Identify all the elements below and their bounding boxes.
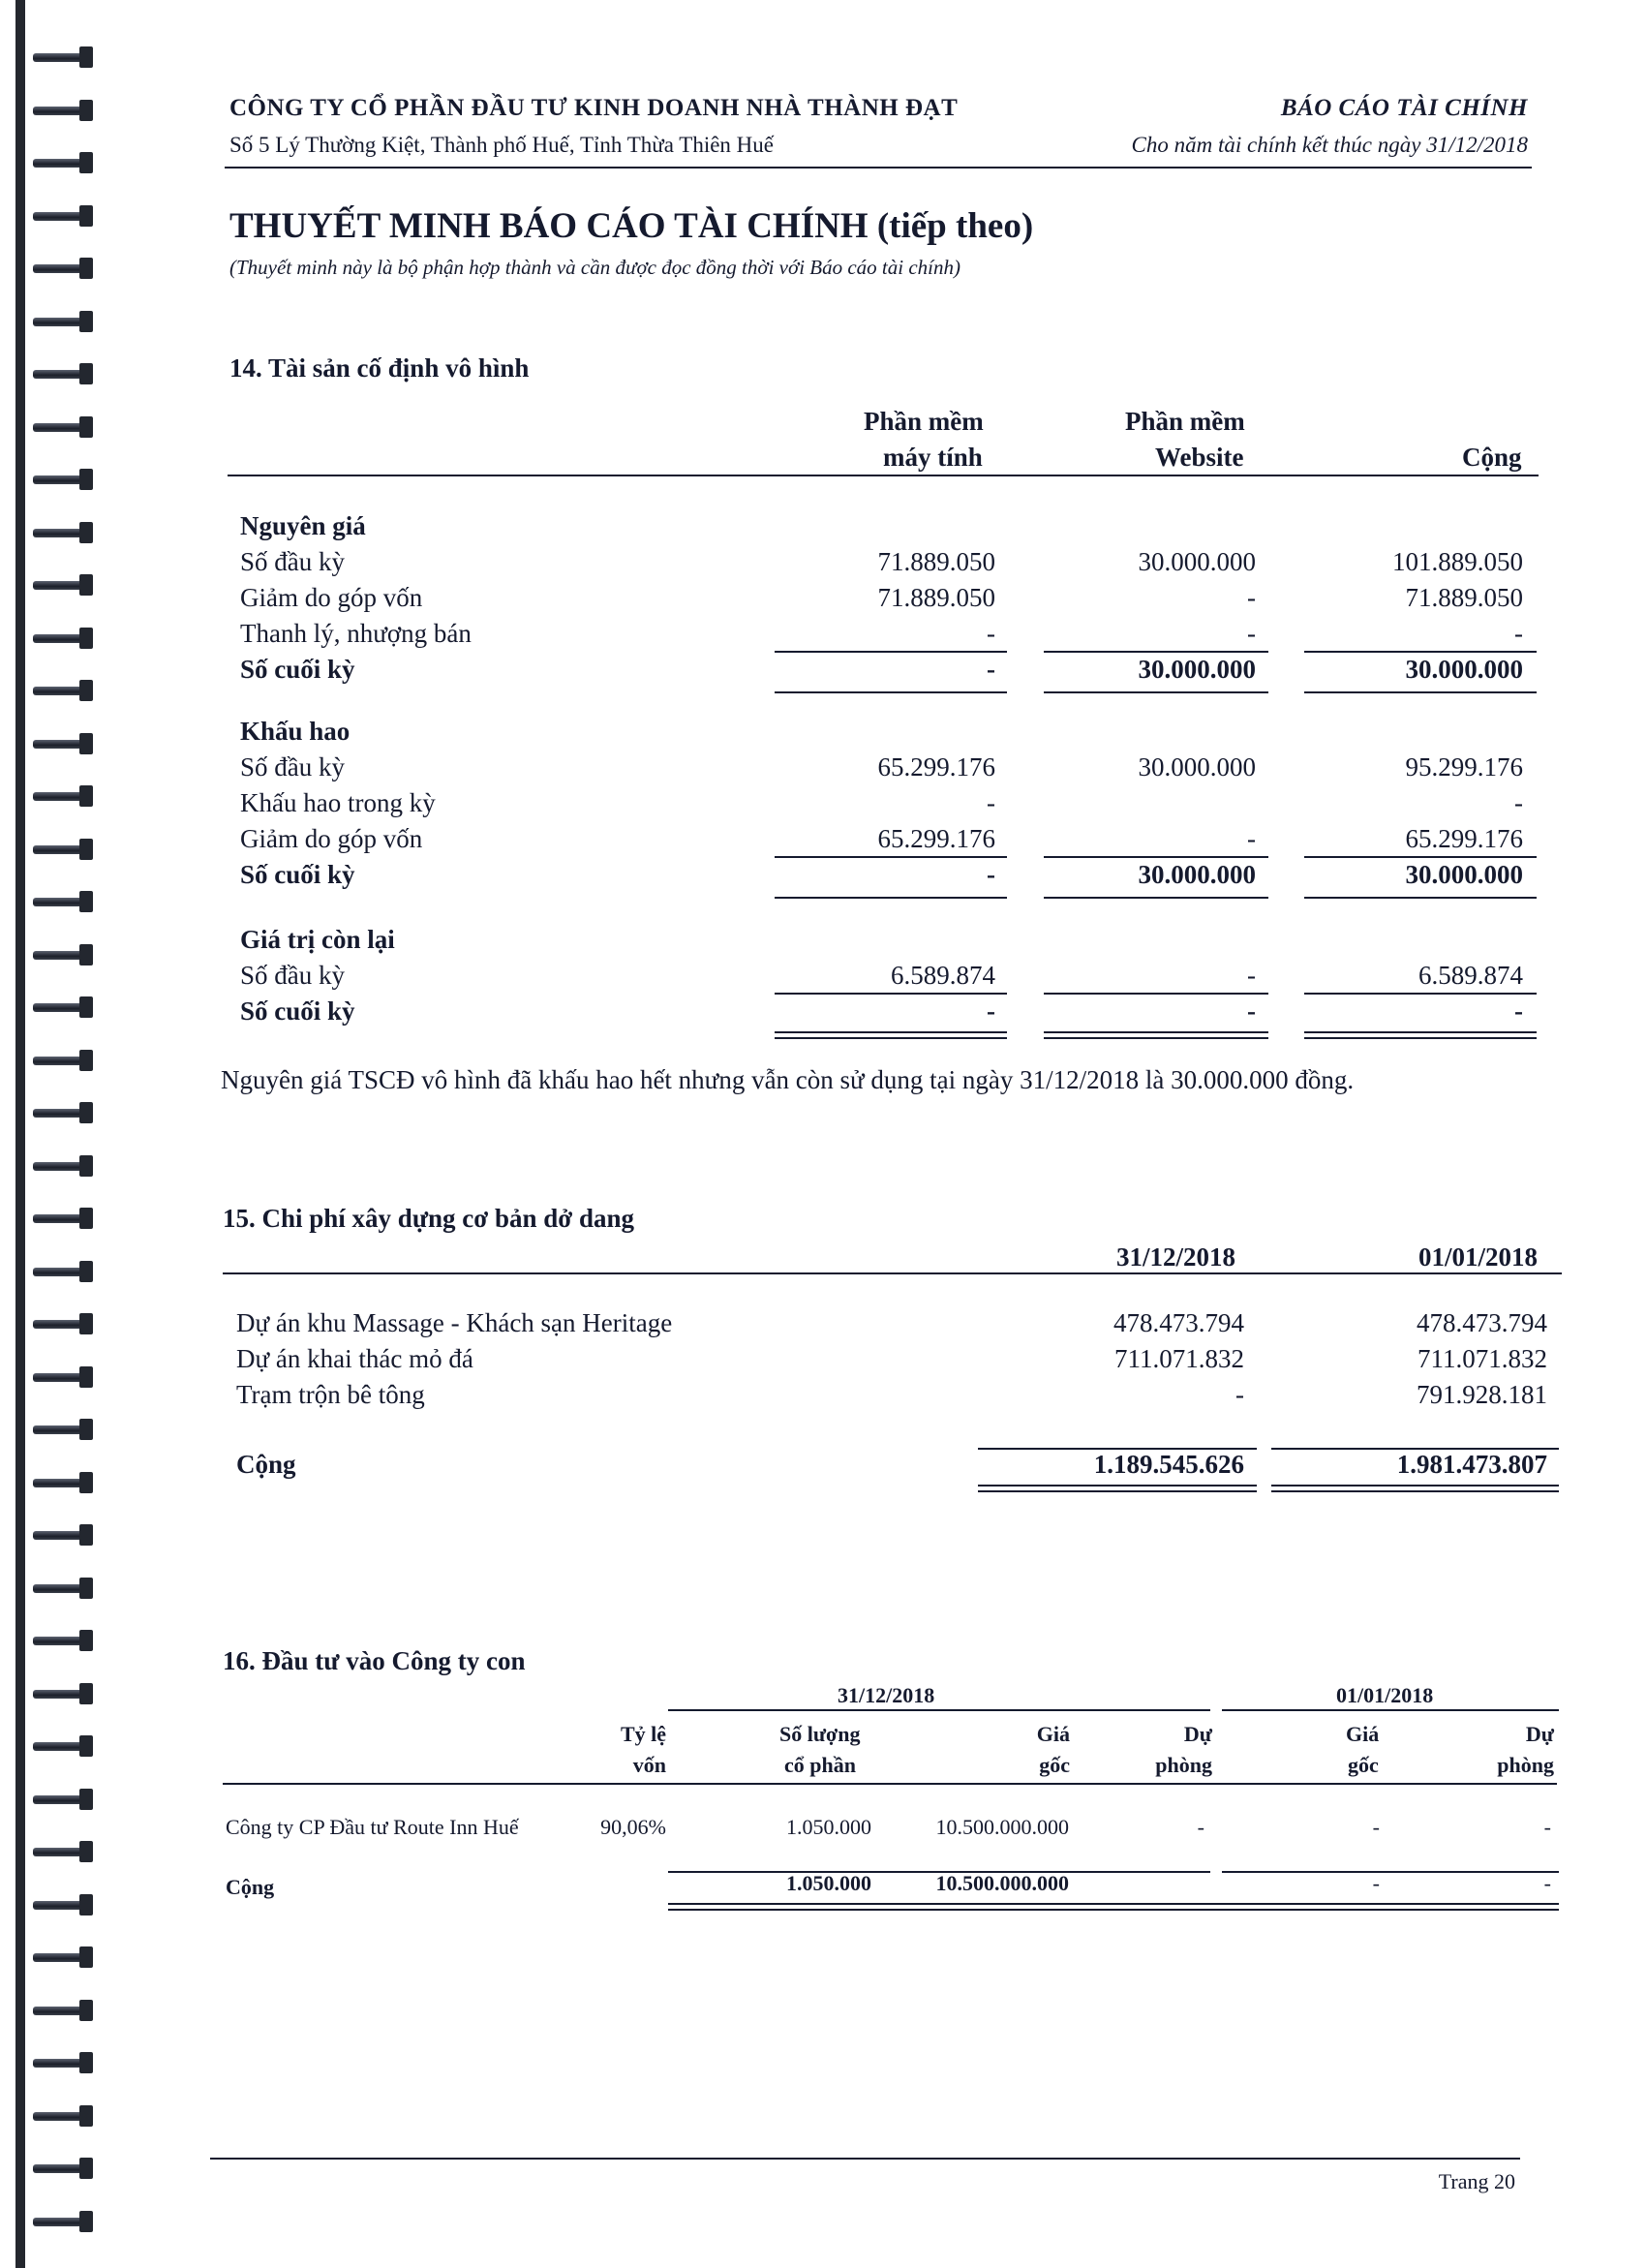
binding-ring	[33, 1366, 97, 1388]
binding-ring	[33, 891, 97, 912]
s15-row-c2: 791.928.181	[1417, 1380, 1547, 1409]
s14-row-c2: 30.000.000	[1138, 655, 1256, 684]
s14-row-c2: 30.000.000	[1138, 547, 1256, 576]
binding-ring	[33, 258, 97, 279]
s14-row-c2: -	[1247, 961, 1256, 990]
binding-ring	[33, 996, 97, 1018]
s15-total-double-rule-a	[978, 1485, 1257, 1486]
s14-row-c1: -	[987, 860, 995, 889]
s14-row-c2: 30.000.000	[1138, 752, 1256, 782]
s14-row-c3: 95.299.176	[1405, 752, 1523, 782]
binding-ring	[33, 1102, 97, 1123]
binding-ring	[33, 1313, 97, 1334]
s16-h-dp2: Dự	[1525, 1722, 1554, 1746]
s15-row-c1: 478.473.794	[1113, 1308, 1244, 1337]
s14-header-rule	[228, 475, 1539, 476]
s14-row-label: Số cuối kỳ	[240, 655, 355, 684]
binding-ring	[33, 680, 97, 701]
binding-ring	[33, 574, 97, 596]
s14-row-c1: 71.889.050	[877, 583, 995, 612]
s14-row-c3: 6.589.874	[1418, 961, 1523, 990]
s14-subtotal-top-rule	[1044, 856, 1268, 858]
s16-row-dp2: -	[1543, 1815, 1551, 1839]
section-15-heading: 15. Chi phí xây dựng cơ bản dở dang	[223, 1204, 634, 1233]
s16-h-dp-2: phòng	[1155, 1753, 1212, 1777]
binding-ring	[33, 1261, 97, 1282]
binding-ring	[33, 1524, 97, 1546]
s16-h-dp2-2: phòng	[1497, 1753, 1554, 1777]
s14-subtotal-bottom-rule	[775, 691, 1007, 693]
binding-ring	[33, 100, 97, 121]
s16-row-tyle: 90,06%	[600, 1815, 666, 1839]
s14-final-double-rule-b	[1044, 1037, 1268, 1039]
binding-ring	[33, 628, 97, 649]
s14-subtotal-top-rule	[1304, 856, 1537, 858]
binding-ring	[33, 1841, 97, 1862]
s14-final-double-rule-b	[775, 1037, 1007, 1039]
binding-ring	[33, 839, 97, 860]
s14-col1-header-line2: máy tính	[883, 443, 983, 472]
s15-total-label: Cộng	[236, 1450, 296, 1479]
s15-total-double-rule-a	[1271, 1485, 1559, 1486]
s15-row-label: Dự án khai thác mỏ đá	[236, 1344, 473, 1373]
s14-col2-header: Phần mềm	[1125, 407, 1245, 436]
binding-spine	[15, 0, 25, 2268]
s15-row-c1: -	[1235, 1380, 1244, 1409]
s15-total-c2: 1.981.473.807	[1396, 1450, 1547, 1479]
s14-row-c2: -	[1247, 996, 1256, 1026]
s16-group2-rule	[1222, 1709, 1559, 1711]
s14-col2-header-line2: Website	[1155, 443, 1244, 472]
s14-row-c1: 65.299.176	[877, 824, 995, 853]
s16-header-rule	[223, 1783, 1557, 1785]
s15-row-c2: 711.071.832	[1417, 1344, 1547, 1373]
binding-ring	[33, 1419, 97, 1440]
binding-ring	[33, 1155, 97, 1177]
binding-ring	[33, 1208, 97, 1229]
binding-ring	[33, 2158, 97, 2179]
s14-row-c3: 101.889.050	[1392, 547, 1523, 576]
s14-row-label: Khấu hao trong kỳ	[240, 788, 436, 817]
s16-row-sl: 1.050.000	[786, 1815, 871, 1839]
s14-final-double-rule-a	[1044, 1031, 1268, 1033]
s14-subtotal-top-rule	[1044, 651, 1268, 653]
s16-row-gg2: -	[1372, 1815, 1380, 1839]
binding-ring	[33, 1683, 97, 1704]
s14-subtotal-bottom-rule	[1044, 691, 1268, 693]
s15-total-double-rule-b	[978, 1490, 1257, 1492]
report-period: Cho năm tài chính kết thúc ngày 31/12/2018	[1131, 133, 1528, 157]
binding-ring	[33, 152, 97, 173]
binding-ring	[33, 46, 97, 68]
s14-subtotal-top-rule	[775, 856, 1007, 858]
s16-h-tyle: Tỷ lệ	[620, 1722, 666, 1746]
s15-total-double-rule-b	[1271, 1490, 1559, 1492]
binding-ring	[33, 1789, 97, 1810]
section-14-heading: 14. Tài sản cố định vô hình	[229, 353, 530, 383]
s15-row-c2: 478.473.794	[1417, 1308, 1547, 1337]
s16-group2: 01/01/2018	[1336, 1683, 1434, 1707]
s14-subtotal-bottom-rule	[1044, 897, 1268, 899]
s14-final-double-rule-b	[1304, 1037, 1537, 1039]
spiral-binding	[0, 0, 107, 2268]
binding-ring	[33, 733, 97, 754]
s14-subtotal-bottom-rule	[775, 897, 1007, 899]
binding-ring	[33, 2000, 97, 2021]
s16-group1-rule	[668, 1709, 1210, 1711]
header-rule	[225, 167, 1532, 169]
binding-ring	[33, 522, 97, 543]
company-name: CÔNG TY CỔ PHẦN ĐẦU TƯ KINH DOANH NHÀ THÀNH ĐẠT	[229, 95, 959, 121]
s14-row-c1: -	[987, 788, 995, 817]
footer-rule	[210, 2158, 1520, 2160]
binding-ring	[33, 363, 97, 384]
s16-h-gg: Giá	[1036, 1722, 1070, 1746]
binding-ring	[33, 1472, 97, 1493]
page-subtitle: (Thuyết minh này là bộ phận hợp thành và cần được đọc đồng thời với Báo cáo tài chính)	[229, 256, 960, 279]
s15-col2-header: 01/01/2018	[1418, 1242, 1539, 1272]
s14-row-c1: -	[987, 996, 995, 1026]
s14-row-c1: 71.889.050	[877, 547, 995, 576]
s14-row-c3: 65.299.176	[1405, 824, 1523, 853]
s14-group-2: Khấu hao	[240, 717, 351, 746]
s16-group1: 31/12/2018	[838, 1683, 935, 1707]
s14-row-c3: -	[1514, 788, 1523, 817]
s14-subtotal-bottom-rule	[1304, 691, 1537, 693]
s14-row-label: Thanh lý, nhượng bán	[240, 619, 472, 648]
binding-ring	[33, 1946, 97, 1968]
s16-total-double-rule-b	[668, 1909, 1559, 1911]
s15-row-c1: 711.071.832	[1114, 1344, 1244, 1373]
s14-row-c1: -	[987, 655, 995, 684]
s16-h-gg2: Giá	[1346, 1722, 1380, 1746]
s14-row-c2: -	[1247, 824, 1256, 853]
s14-row-label: Số đầu kỳ	[240, 547, 345, 576]
s14-subtotal-top-rule	[1044, 993, 1268, 995]
s14-group-3: Giá trị còn lại	[240, 925, 395, 954]
s16-total-gg2: -	[1372, 1871, 1380, 1895]
s14-row-label: Giảm do góp vốn	[240, 824, 423, 853]
report-type: BÁO CÁO TÀI CHÍNH	[1280, 95, 1528, 121]
s16-h-dp: Dự	[1183, 1722, 1212, 1746]
s16-h-sl-2: cổ phần	[784, 1753, 856, 1777]
binding-ring	[33, 311, 97, 332]
s16-total-label: Cộng	[226, 1875, 275, 1899]
binding-ring	[33, 1050, 97, 1071]
s15-header-rule	[223, 1272, 1562, 1274]
s14-row-label: Số cuối kỳ	[240, 860, 355, 889]
s16-h-gg-2: gốc	[1039, 1753, 1070, 1777]
s15-row-label: Trạm trộn bê tông	[236, 1380, 425, 1409]
s14-row-c2: -	[1247, 619, 1256, 648]
s14-final-double-rule-a	[775, 1031, 1007, 1033]
s16-row-label: Công ty CP Đầu tư Route Inn Huế	[226, 1815, 519, 1839]
s14-row-label: Giảm do góp vốn	[240, 583, 423, 612]
s14-row-label: Số đầu kỳ	[240, 752, 345, 782]
company-address: Số 5 Lý Thường Kiệt, Thành phố Huế, Tỉnh Thừa Thiên Huế	[229, 133, 774, 157]
page-title: THUYẾT MINH BÁO CÁO TÀI CHÍNH (tiếp theo)	[229, 206, 1034, 246]
s16-h-gg2-2: gốc	[1348, 1753, 1379, 1777]
s16-total-sl: 1.050.000	[786, 1871, 871, 1895]
binding-ring	[33, 2105, 97, 2127]
s14-group-1: Nguyên giá	[240, 511, 366, 540]
s14-row-c2: -	[1247, 583, 1256, 612]
s14-col1-header: Phần mềm	[864, 407, 984, 436]
s15-total-c1: 1.189.545.626	[1093, 1450, 1244, 1479]
s16-row-gg: 10.500.000.000	[935, 1815, 1069, 1839]
s16-h-sl: Số lượng	[779, 1722, 861, 1746]
s14-final-double-rule-a	[1304, 1031, 1537, 1033]
page-number: Trang 20	[1438, 2169, 1515, 2193]
s15-col1-header: 31/12/2018	[1116, 1242, 1236, 1272]
s16-row-dp: -	[1197, 1815, 1204, 1839]
binding-ring	[33, 785, 97, 807]
s14-row-c3: 30.000.000	[1405, 860, 1523, 889]
s14-row-label: Số cuối kỳ	[240, 996, 355, 1026]
binding-ring	[33, 1578, 97, 1599]
binding-ring	[33, 1735, 97, 1757]
s14-row-c1: 6.589.874	[891, 961, 995, 990]
s14-row-c1: 65.299.176	[877, 752, 995, 782]
binding-ring	[33, 2211, 97, 2232]
s14-row-c3: -	[1514, 619, 1523, 648]
binding-ring	[33, 2052, 97, 2073]
binding-ring	[33, 416, 97, 438]
binding-ring	[33, 1630, 97, 1651]
s14-row-c1: -	[987, 619, 995, 648]
s14-row-c2: 30.000.000	[1138, 860, 1256, 889]
s16-h-tyle-2: vốn	[632, 1753, 666, 1777]
s14-subtotal-bottom-rule	[1304, 897, 1537, 899]
s14-row-c3: 30.000.000	[1405, 655, 1523, 684]
s14-subtotal-top-rule	[775, 993, 1007, 995]
binding-ring	[33, 944, 97, 965]
binding-ring	[33, 205, 97, 227]
s16-total-dp2: -	[1543, 1871, 1551, 1895]
s16-total-gg: 10.500.000.000	[935, 1871, 1069, 1895]
s14-subtotal-top-rule	[775, 651, 1007, 653]
s16-total-top-rule-2	[1222, 1871, 1559, 1873]
section-16-heading: 16. Đầu tư vào Công ty con	[223, 1646, 526, 1675]
s14-row-c3: -	[1514, 996, 1523, 1026]
s14-subtotal-top-rule	[1304, 993, 1537, 995]
binding-ring	[33, 469, 97, 490]
s14-row-c3: 71.889.050	[1405, 583, 1523, 612]
s14-row-label: Số đầu kỳ	[240, 961, 345, 990]
s15-row-label: Dự án khu Massage - Khách sạn Heritage	[236, 1308, 673, 1337]
binding-ring	[33, 1894, 97, 1916]
s16-total-double-rule-a	[668, 1903, 1559, 1905]
s14-note: Nguyên giá TSCĐ vô hình đã khấu hao hết nhưng vẫn còn sử dụng tại ngày 31/12/2018 là 30.000.000 đồng.	[221, 1065, 1355, 1094]
s14-subtotal-top-rule	[1304, 651, 1537, 653]
s14-col3-header: Cộng	[1462, 443, 1522, 472]
